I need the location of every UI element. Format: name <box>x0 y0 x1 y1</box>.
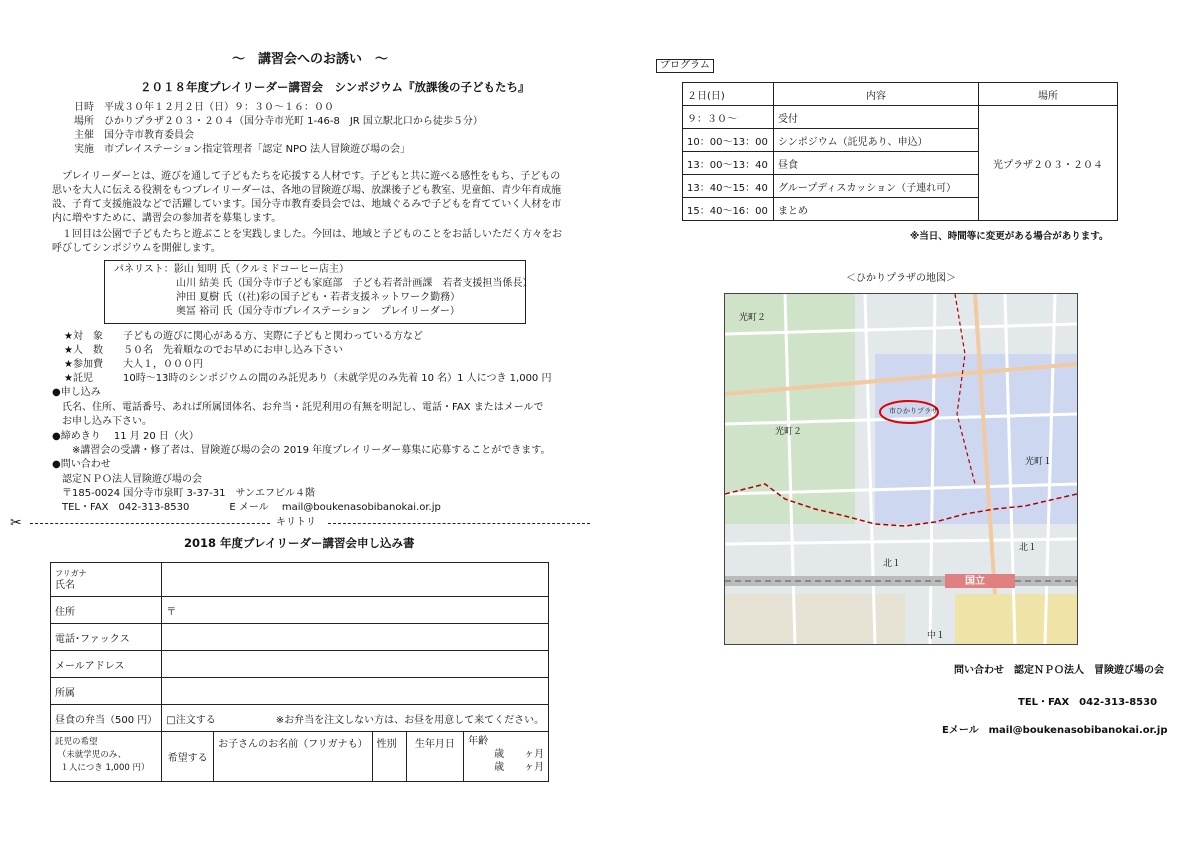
info-item: ●締めきり 11 月 20 日（火） <box>52 431 199 442</box>
detail-value: 市プレイステーション指定管理者「認定 NPO 法人冒険遊び場の会」 <box>104 144 411 155</box>
panelist: 沖田 夏樹 氏（(社)彩の国子ども・若者支援ネットワーク勤務） <box>176 292 461 303</box>
program-label: プログラム <box>656 59 714 73</box>
form-title: 2018 年度プレイリーダー講習会申し込み書 <box>184 536 415 550</box>
intro-line: 思いを大人に伝える役割をもつプレイリーダーは、各地の冒険遊び場、放課後子ども教室、児童館、青少年育成施 <box>52 185 562 196</box>
program-place: 光プラザ２０３・２０４ <box>979 106 1118 221</box>
program-content: グループディスカッション（子連れ可） <box>774 175 979 198</box>
lunch-note: ※お弁当を注文しない方は、お昼を用意して来てください。 <box>275 714 545 726</box>
program-note: ※当日、時間等に変更がある場合があります。 <box>910 231 1109 242</box>
lunch-label: 昼食の弁当（500 円） <box>51 705 162 732</box>
program-header: 内容 <box>774 83 979 106</box>
child-name-label: お子さんのお名前（フリガナも） <box>218 739 368 750</box>
info-item: 〒185-0024 国分寺市泉町 3-37-31 サンエフビル４階 <box>52 488 316 499</box>
map-label: 光町２ <box>775 427 803 437</box>
info-item: ★参加費 大人１，０００円 <box>64 359 203 370</box>
intro-line: 内に増やすために、講習会の参加者を募集します。 <box>52 213 282 224</box>
age-label: 年齢 <box>468 736 489 747</box>
info-item: ★人 数 ５０名 先着順なのでお早めにお申し込み下さい <box>64 345 343 356</box>
info-item: お申し込み下さい。 <box>52 416 152 427</box>
detail-label: 実施 <box>74 144 94 155</box>
lunch-checkbox[interactable]: □注文する <box>166 714 216 726</box>
child-name-field[interactable] <box>214 732 373 782</box>
detail-label: 場所 <box>74 116 94 127</box>
intro-line: プレイリーダーとは、遊びを通して子どもたちを応援する人材です。子どもと共に遊べる感性をもち、子どもの <box>52 171 561 182</box>
childcare-label: 託児の希望 （未就学児のみ、 １人につき 1,000 円） <box>51 732 162 782</box>
scissors-icon: ✂ <box>10 515 22 531</box>
application-form <box>50 562 549 782</box>
panelist: パネリスト：影山 知明 氏（クルミドコーヒー店主） <box>114 264 350 275</box>
program-content: シンポジウム（託児あり、申込） <box>774 129 979 152</box>
detail-value: 平成３０年１２月２日（日）９：３０～１６：００ <box>104 102 334 113</box>
age-field[interactable]: 年齢 歳 ヶ月 歳 ヶ月 <box>464 732 549 782</box>
program-header: 場所 <box>979 83 1118 106</box>
map-graphic <box>725 294 1077 644</box>
intro-line: 設、子育て支援施設などで活躍しています。国分寺市教育委員会では、地域ぐるみで子どもを育てていく人材を市 <box>52 199 562 210</box>
name-field[interactable] <box>162 563 549 597</box>
program-time: 13：00～13：40 <box>683 152 774 175</box>
station-label: 国立 <box>965 576 985 587</box>
info-item: 認定ＮＰＯ法人冒険遊び場の会 <box>52 474 202 485</box>
page-heading: ～ 講習会へのお誘い ～ <box>232 52 389 67</box>
program-time: 10：00～13：00 <box>683 129 774 152</box>
map-caption: ＜ひかりプラザの地図＞ <box>846 273 956 284</box>
info-item: ●申し込み <box>52 387 101 398</box>
detail-value: ひかりプラザ２０３・２０４（国分寺市光町 1-46-8 JR 国立駅北口から徒歩５分） <box>104 116 483 127</box>
address-label: 住所 <box>51 597 162 624</box>
info-item: ●問い合わせ <box>52 459 111 470</box>
map-label: 北１ <box>1019 543 1038 553</box>
program-time: 13：40～15：40 <box>683 175 774 198</box>
program-row <box>683 106 1118 129</box>
info-item: ※講習会の受講・修了者は、冒険遊び場の会の 2019 年度プレイリーダー募集に応募することができます。 <box>52 445 551 456</box>
info-item: 氏名、住所、電話番号、あれば所属団体名、お弁当・託児利用の有無を明記し、電話・FAX またはメールで <box>52 402 544 413</box>
event-title: ２０１８年度プレイリーダー講習会 シンポジウム『放課後の子どもたち』 <box>140 80 530 94</box>
venue-marker[interactable]: 市ひかりプラザ <box>889 407 938 415</box>
program-header: ２日(日) <box>683 83 774 106</box>
panelist: 山川 結美 氏（国分寺市子ども家庭部 子ども若者計画課 若者支援担当係長） <box>176 278 533 289</box>
map-label: 光町２ <box>739 313 767 323</box>
cut-label: キリトリ <box>276 517 316 528</box>
address-field[interactable] <box>162 597 549 624</box>
org-label: 所属 <box>51 678 162 705</box>
program-content: 受付 <box>774 106 979 129</box>
contact-line: TEL・FAX 042-313-8530 <box>1018 697 1158 708</box>
info-item: TEL・FAX 042-313-8530 E メール mail@boukenasobibanokai.or.jp <box>52 502 441 513</box>
email-field[interactable] <box>162 651 549 678</box>
map-label: 光町１ <box>1025 457 1053 467</box>
birth-field[interactable] <box>406 732 463 782</box>
birth-label: 生年月日 <box>414 739 455 750</box>
intro-line: １回目は公園で子どもたちと遊ぶことを実践しました。今回は、地域と子どものことをお話しいただく方々をお <box>52 229 562 240</box>
gender-field[interactable] <box>372 732 406 782</box>
phone-field[interactable] <box>162 624 549 651</box>
detail-value: 国分寺市教育委員会 <box>104 130 194 141</box>
program-content: まとめ <box>774 198 979 221</box>
program-time: ９：３０～ <box>683 106 774 129</box>
gender-label: 性別 <box>376 739 397 750</box>
program-table <box>682 82 1118 221</box>
phone-label: 電話･ファックス <box>51 624 162 651</box>
area-map[interactable] <box>724 293 1078 645</box>
lunch-field[interactable] <box>162 705 549 732</box>
map-label: 北１ <box>883 559 902 569</box>
childcare-want[interactable]: 希望する <box>162 732 214 782</box>
postal-mark: 〒 <box>166 606 177 618</box>
intro-line: 呼びしてシンポジウムを開催します。 <box>52 243 221 254</box>
furigana-label: フリガナ <box>55 568 87 578</box>
detail-label: 主催 <box>74 130 94 141</box>
info-item: ★託児 10時～13時のシンポジウムの間のみ託児あり（未就学児のみ先着 10 名）1 人につき 1,000 円 <box>64 373 552 384</box>
panelist: 奥冨 裕司 氏（国分寺市プレイステーション プレイリーダー） <box>176 306 460 317</box>
info-item: ★対 象 子どもの遊びに関心がある方、実際に子どもと関わっている方など <box>64 331 423 342</box>
contact-line: Eメール mail@boukenasobibanokai.or.jp <box>942 725 1168 736</box>
detail-label: 日時 <box>74 102 94 113</box>
contact-line: 問い合わせ 認定ＮＰＯ法人 冒険遊び場の会 <box>954 665 1164 676</box>
name-label: 氏名 <box>55 579 75 591</box>
email-label: メールアドレス <box>51 651 162 678</box>
map-label: 中１ <box>927 631 946 641</box>
org-field[interactable] <box>162 678 549 705</box>
program-content: 昼食 <box>774 152 979 175</box>
program-time: 15：40～16：00 <box>683 198 774 221</box>
